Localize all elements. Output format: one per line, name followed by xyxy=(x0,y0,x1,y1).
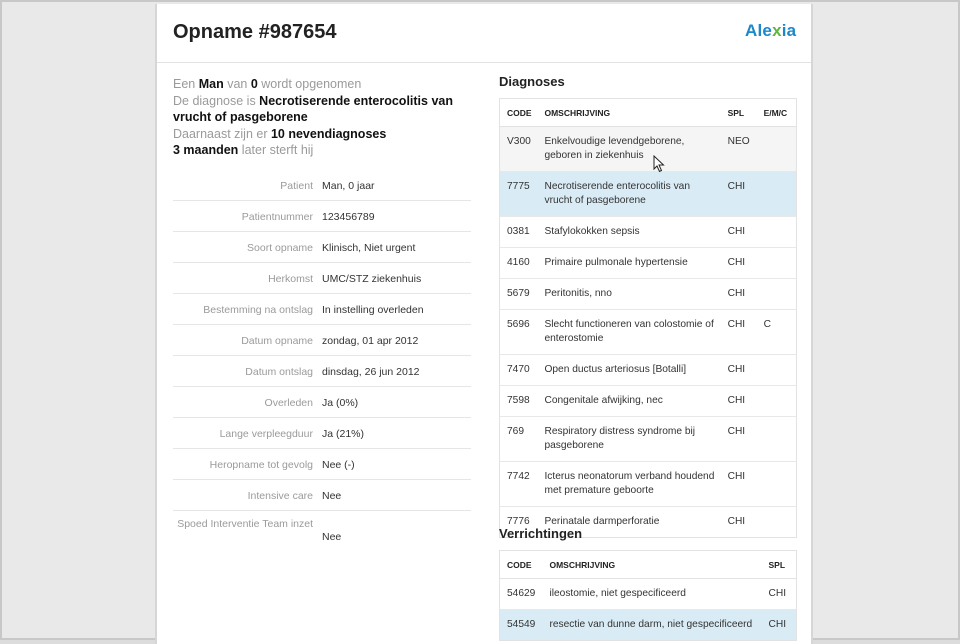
table-row-selected[interactable]: 7775 Necrotiserende enterocolitis van vrucht of pasgeborene CHI xyxy=(500,172,797,217)
diagnoses-table xyxy=(499,98,797,538)
detail-row-datum-ontslag: Datum ontslag dinsdag, 26 jun 2012 xyxy=(173,356,471,387)
table-row-selected[interactable]: 54549 resectie van dunne darm, niet gespecificeerd CHI xyxy=(500,610,797,641)
logo-text-2: ia xyxy=(781,21,797,40)
detail-row-soort-opname: Soort opname Klinisch, Niet urgent xyxy=(173,232,471,263)
table-row[interactable]: 7742 Icterus neonatorum verband houdend met premature geboorte CHI xyxy=(500,462,797,507)
summary-line-3: Daarnaast zijn er 10 nevendiagnoses xyxy=(173,126,387,141)
summary-line-2: De diagnose is Necrotiserende enterocolitis van vrucht of pasgeborene xyxy=(173,93,453,124)
verrichtingen-heading: Verrichtingen xyxy=(499,526,583,541)
details-list xyxy=(173,170,471,559)
detail-row-datum-opname: Datum opname zondag, 01 apr 2012 xyxy=(173,325,471,356)
table-row[interactable]: 54629 ileostomie, niet gespecificeerd CHI xyxy=(500,579,797,610)
logo-text-1: Ale xyxy=(745,21,773,40)
admission-summary xyxy=(173,76,473,159)
detail-row-overleden: Overleden Ja (0%) xyxy=(173,387,471,418)
detail-row-bestemming: Bestemming na ontslag In instelling overleden xyxy=(173,294,471,325)
detail-row-lange-verpleegduur: Lange verpleegduur Ja (21%) xyxy=(173,418,471,449)
col-code[interactable]: CODE xyxy=(500,99,538,127)
detail-row-patientnummer: Patientnummer 123456789 xyxy=(173,201,471,232)
col-spl[interactable]: SPL xyxy=(721,99,757,127)
summary-line-4: 3 maanden later sterft hij xyxy=(173,143,314,157)
col-emc[interactable]: E/M/C xyxy=(757,99,797,127)
table-row[interactable]: 0381 Stafylokokken sepsis CHI xyxy=(500,217,797,248)
card-header xyxy=(157,4,811,63)
logo-text-x: x xyxy=(772,21,782,40)
detail-row-intensive-care: Intensive care Nee xyxy=(173,480,471,511)
table-row[interactable]: 7598 Congenitale afwijking, nec CHI xyxy=(500,386,797,417)
col-omschrijving[interactable]: OMSCHRIJVING xyxy=(537,99,720,127)
table-row[interactable]: 7776 Perinatale darmperforatie CHI xyxy=(500,507,797,538)
table-row[interactable]: 4160 Primaire pulmonale hypertensie CHI xyxy=(500,248,797,279)
table-row[interactable]: 5679 Peritonitis, nno CHI xyxy=(500,279,797,310)
diagnoses-header-row xyxy=(500,99,797,127)
table-row[interactable]: 7470 Open ductus arteriosus [Botalli] CHI xyxy=(500,355,797,386)
detail-row-heropname: Heropname tot gevolg Nee (-) xyxy=(173,449,471,480)
diagnoses-heading: Diagnoses xyxy=(499,74,565,89)
alexia-logo[interactable] xyxy=(745,21,796,41)
mouse-cursor-icon xyxy=(653,155,665,173)
verrichtingen-table xyxy=(499,550,797,641)
page-title: Opname #987654 xyxy=(173,21,337,43)
admission-card xyxy=(155,4,813,644)
col-code[interactable]: CODE xyxy=(500,551,543,579)
col-omschrijving[interactable]: OMSCHRIJVING xyxy=(542,551,761,579)
table-row[interactable]: V300 Enkelvoudige levendgeborene, geboren in ziekenhuis NEO xyxy=(500,127,797,172)
col-spl[interactable]: SPL xyxy=(762,551,797,579)
detail-row-patient: Patient Man, 0 jaar xyxy=(173,170,471,201)
detail-row-spoed-interventie: Spoed Interventie Team inzet Nee xyxy=(177,518,342,543)
verrichtingen-header-row xyxy=(500,551,797,579)
table-row[interactable]: 769 Respiratory distress syndrome bij pasgeborene CHI xyxy=(500,417,797,462)
detail-row-herkomst: Herkomst UMC/STZ ziekenhuis xyxy=(173,263,471,294)
table-row[interactable]: 5696 Slecht functioneren van colostomie of enterostomie CHI C xyxy=(500,310,797,355)
summary-line-1: Een Man van 0 wordt opgenomen xyxy=(173,77,362,91)
